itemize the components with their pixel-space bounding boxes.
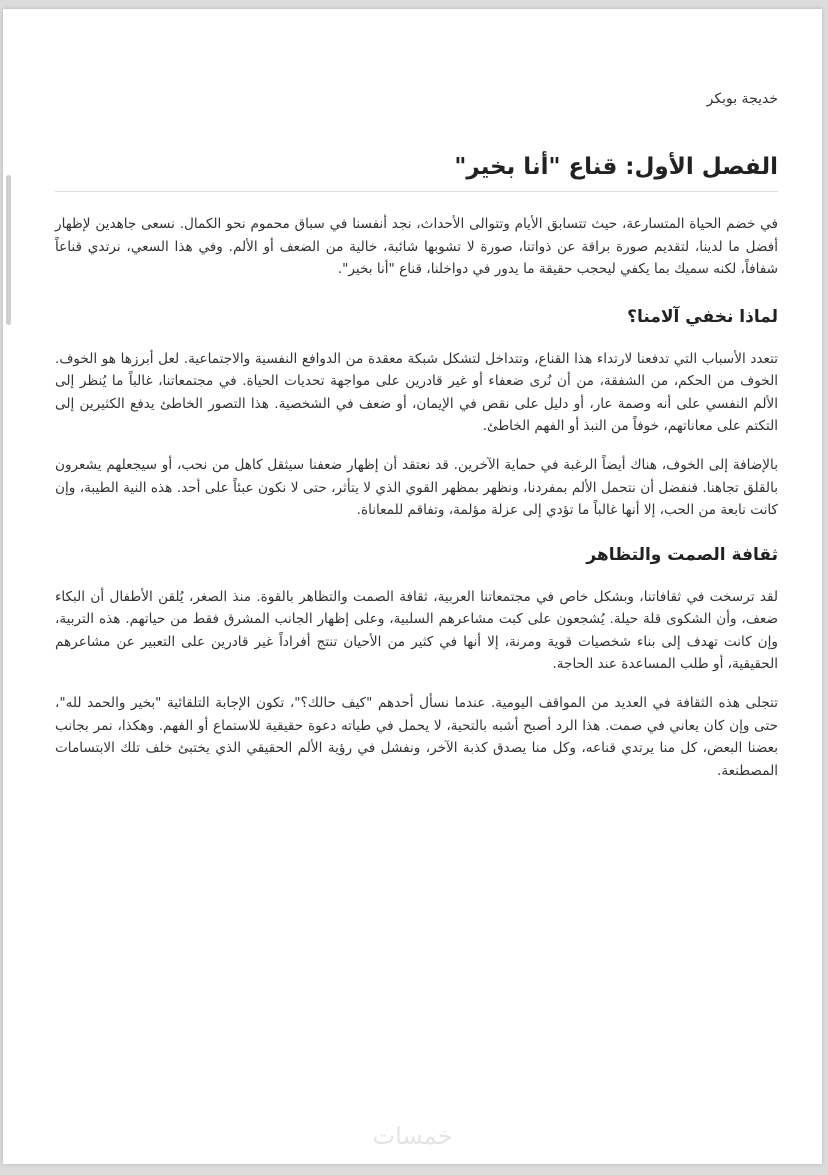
section-heading-why-hide-pain: لماذا نخفي آلامنا؟ <box>627 306 778 327</box>
vertical-scrollbar[interactable] <box>3 9 11 1164</box>
chapter-title: الفصل الأول: قناع "أنا بخير" <box>55 153 778 192</box>
section-heading-culture-of-silence: ثقافة الصمت والتظاهر <box>586 544 778 565</box>
paragraph: تتعدد الأسباب التي تدفعنا لارتداء هذا القناع، وتتداخل لتشكل شبكة معقدة من الدوافع النفسية والاجتماعية. لعل أبرزها هو الخوف. الخوف من الحكم، من الشفقة، من أن نُرى ضعفاء أو غير قادرين على مواجهة تحديات الحياة. في مجتمعاتنا، غالباً ما يُنظر إلى الألم النفسي على أنه وصمة عار، أو دليل على نقص في الإيمان، أو ضعف في الشخصية. هذا التصور الخاطئ يدفع الكثيرين إلى التكتم على معاناتهم، خوفاً من النبذ أو الفهم الخاطئ. <box>55 350 778 435</box>
author-name: خديجة بوبكر <box>706 91 778 107</box>
paragraph: تتجلى هذه الثقافة في العديد من المواقف اليومية. عندما نسأل أحدهم "كيف حالك؟"، تكون الإجابة التلقائية "بخير والحمد لله"، حتى وإن كان يعاني في صمت. هذا الرد أصبح أشبه بالتحية، لا يحمل في طياته دعوة حقيقية للاستماع أو الفهم. وهكذا، نمر بجانب بعضنا البعض، كل منا يرتدي قناعه، وكل منا يصدق كذبة الآخر، ونفشل في رؤية الألم الحقيقي الذي يختبئ خلف تلك الابتسامات المصطنعة. <box>55 694 778 779</box>
watermark-logo: خمسات <box>372 1122 453 1150</box>
paragraph: لقد ترسخت في ثقافاتنا، وبشكل خاص في مجتمعاتنا العربية، ثقافة الصمت والتظاهر بالقوة. منذ الصغر، يُلقن الأطفال أن البكاء ضعف، وأن الشكوى قلة حيلة. يُشجعون على كبت مشاعرهم السلبية، وعلى إظهار الجانب المشرق فقط من حياتهم. هذه التربية، وإن كانت تهدف إلى بناء شخصيات قوية ومرنة، إلا أنها في كثير من الأحيان تنتج أفراداً غير قادرين على التعبير عن مشاعرهم الحقيقية، أو طلب المساعدة عند الحاجة. <box>55 588 778 673</box>
document-viewer <box>3 9 822 1164</box>
paragraph: بالإضافة إلى الخوف، هناك أيضاً الرغبة في حماية الآخرين. قد نعتقد أن إظهار ضعفنا سيثقل كاهل من نحب، أو سيجعلهم يشعرون بالقلق تجاهنا. فنفضل أن نتحمل الألم بمفردنا، ونظهر بمظهر القوي الذي لا يتأثر، حتى لا نكون عبئاً على أحد. هذه النية الطيبة، وإن كانت نابعة من الحب، إلا أنها غالباً ما تؤدي إلى عزلة مؤلمة، وتفاقم للمعاناة. <box>55 456 778 519</box>
intro-paragraph: في خضم الحياة المتسارعة، حيث تتسابق الأيام وتتوالى الأحداث، نجد أنفسنا في سباق محموم نحو الكمال. نسعى جاهدين لإظهار أفضل ما لدينا، لتقديم صورة براقة عن ذواتنا، صورة لا تشوبها شائبة، خالية من الضعف أو الألم. وفي هذا السعي، نرتدي قناعاً شفافاً، لكنه سميك بما يكفي ليحجب حقيقة ما يدور في دواخلنا، قناع "أنا بخير". <box>55 216 778 278</box>
document-body <box>55 213 778 798</box>
scrollbar-thumb[interactable] <box>6 175 11 325</box>
